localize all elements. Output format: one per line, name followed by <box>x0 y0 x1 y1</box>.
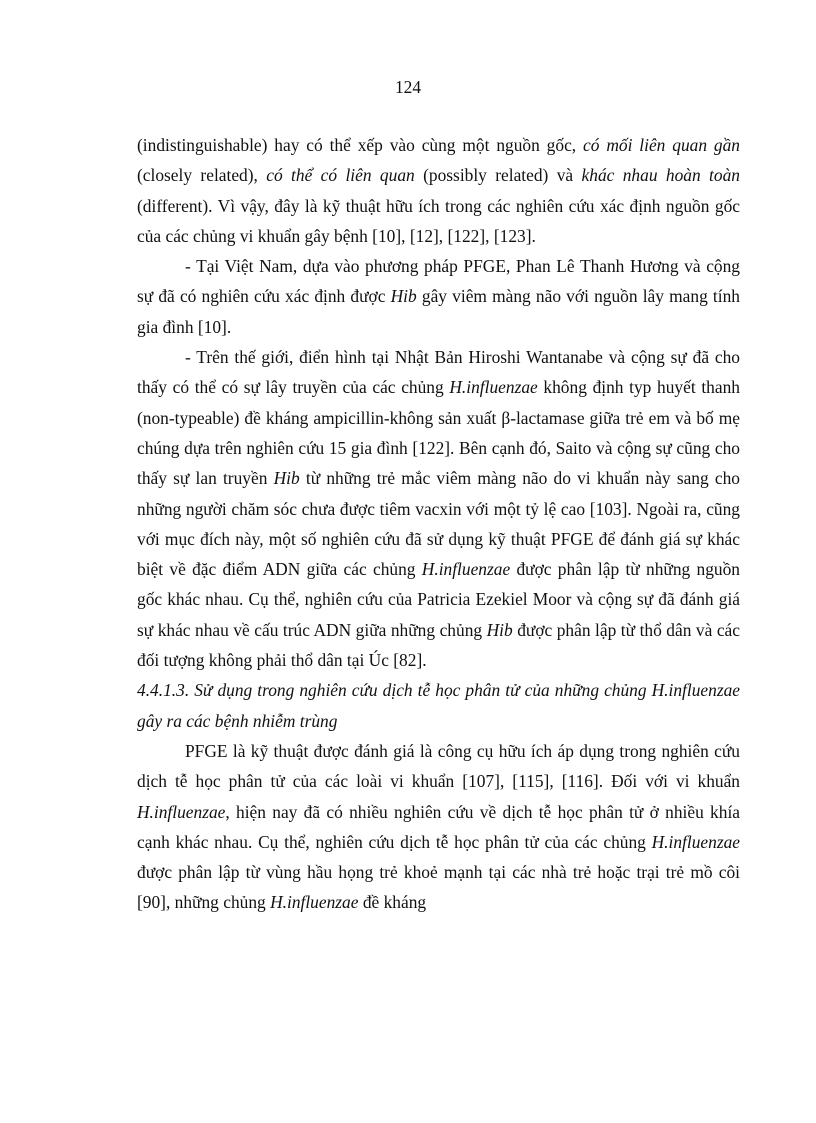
paragraph-pfge: PFGE là kỹ thuật được đánh giá là công cụ hữu ích áp dụng trong nghiên cứu dịch tễ học phân tử của các loài vi khuẩn [107], [115], [116]. Đối với vi khuẩn H.influenzae, hiện nay đã có nhiều nghiên cứu về dịch tễ học phân tử ở nhiều khía cạnh khác nhau. Cụ thể, nghiên cứu dịch tễ học phân tử của các chủng H.influenzae được phân lập từ vùng hầu họng trẻ khoẻ mạnh tại các nhà trẻ hoặc trại trẻ mồ côi [90], những chủng H.influenzae đề kháng <box>137 740 740 913</box>
page-number: 124 <box>394 77 422 97</box>
paragraph-world: - Trên thế giới, điển hình tại Nhật Bản Hiroshi Wantanabe và cộng sự đã cho thấy có thể có sự lây truyền của các chủng H.influenzae không định typ huyết thanh (non-typeable) đề kháng ampicillin-không sản xuất β-lactamase giữa trẻ em và bố mẹ chúng dựa trên nghiên cứu 15 gia đình [122]. Bên cạnh đó, Saito và cộng sự cũng cho thấy sự lan truyền Hib từ những trẻ mắc viêm màng não do vi khuẩn này sang cho những người chăm sóc chưa được tiêm vacxin với một tỷ lệ cao [103]. Ngoài ra, cũng với mục đích này, một số nghiên cứu đã sử dụng kỹ thuật PFGE để đánh giá sự khác biệt về đặc điểm ADN giữa các chủng H.influenzae được phân lập từ những nguồn gốc khác nhau. Cụ thể, nghiên cứu của Patricia Ezekiel Moor và cộng sự đã đánh giá sự khác nhau về cấu trúc ADN giữa những chủng Hib được phân lập từ thổ dân và các đối tượng không phải thổ dân tại Úc [82]. <box>137 347 741 671</box>
section-heading: 4.4.1.3. Sử dụng trong nghiên cứu dịch tễ học phân tử của những chủng H.influenzae gây ra các bệnh nhiễm trùng <box>137 680 740 731</box>
body-text <box>137 130 740 918</box>
paragraph-definitions: (indistinguishable) hay có thể xếp vào cùng một nguồn gốc, có mối liên quan gần (closely related), có thể có liên quan (possibly related) và khác nhau hoàn toàn (different). Vì vậy, đây là kỹ thuật hữu ích trong các nghiên cứu xác định nguồn gốc của các chủng vi khuẩn gây bệnh [10], [12], [122], [123]. <box>137 135 741 246</box>
paragraph-vietnam: - Tại Việt Nam, dựa vào phương pháp PFGE, Phan Lê Thanh Hương và cộng sự đã có nghiên cứu xác định được Hib gây viêm màng não với nguồn lây mang tính gia đình [10]. <box>137 256 740 337</box>
